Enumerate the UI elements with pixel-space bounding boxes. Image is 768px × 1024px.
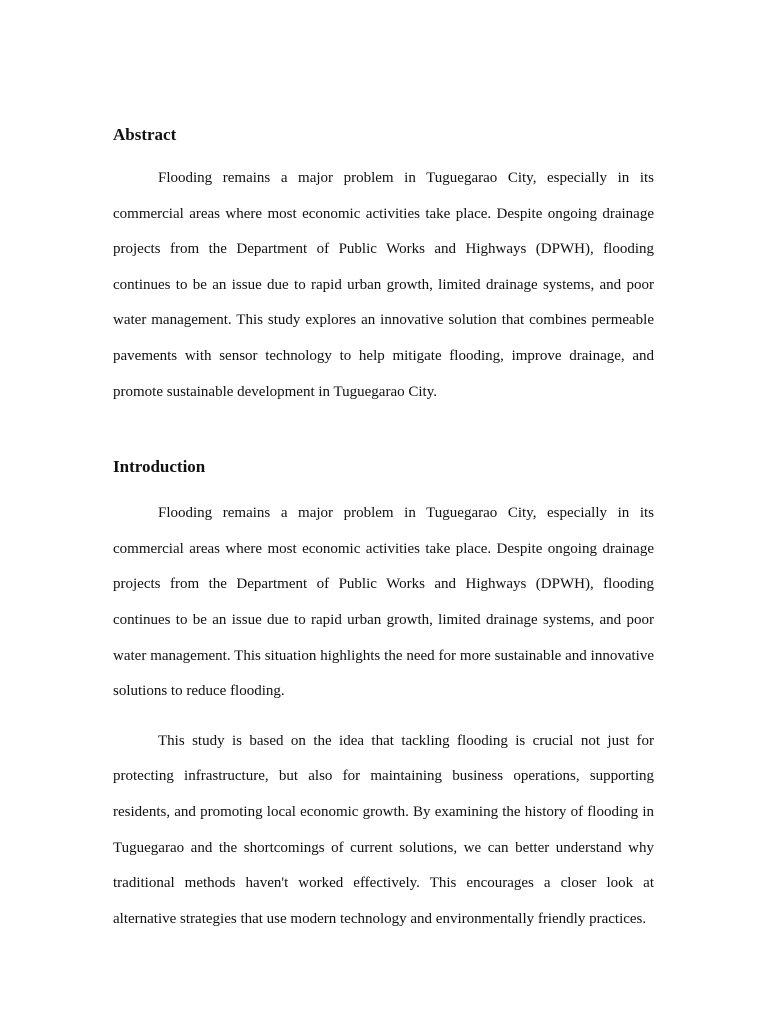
introduction-paragraph-2: This study is based on the idea that tackling flooding is crucial not just for protecting infrastructure, but also for maintaining business operations, supporting residents, and promoting local economic growth. By examining the history of flooding in Tuguegarao and the shortcomings of current solutions, we can better understand why traditional methods haven't worked effectively. This encourages a closer look at alternative strategies that use modern technology and environmentally friendly practices. — [113, 732, 654, 927]
introduction-paragraph-1: Flooding remains a major problem in Tuguegarao City, especially in its commercial areas where most economic activities take place. Despite ongoing drainage projects from the Department of Public Works and Highways (DPWH), flooding continues to be an issue due to rapid urban growth, limited drainage systems, and poor water management. This situation highlights the need for more sustainable and innovative solutions to reduce flooding. — [113, 505, 654, 700]
introduction-heading: Introduction — [113, 457, 206, 477]
document-page — [113, 124, 654, 937]
abstract-paragraph: Flooding remains a major problem in Tuguegarao City, especially in its commercial areas where most economic activities take place. Despite ongoing drainage projects from the Department of Public Works and Highways (DPWH), flooding continues to be an issue due to rapid urban growth, limited drainage systems, and poor water management. This study explores an innovative solution that combines permeable pavements with sensor technology to help mitigate flooding, improve drainage, and promote sustainable development in Tuguegarao City. — [113, 170, 654, 400]
abstract-heading: Abstract — [113, 125, 177, 144]
